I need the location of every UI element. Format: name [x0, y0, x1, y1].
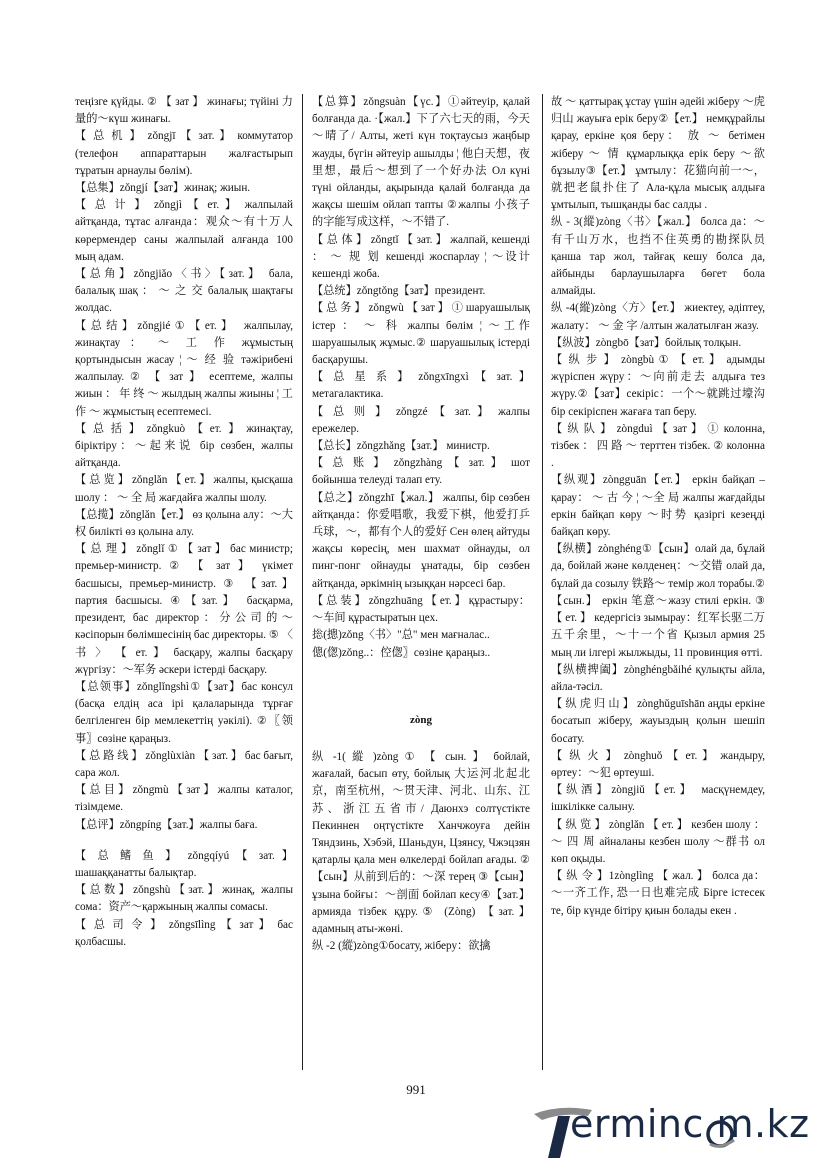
entry: 【纵酒】zòngjiǔ【ет.】 масқүнемдеу, ішкілікке салыну.	[551, 784, 765, 814]
entry: 【 纵 览 】 zònglǎn 【 ет. 】 кезбен шолу ： ～ 四 周 айналаны кезбен шолу ～群书 ол көп оқыды.	[551, 818, 765, 865]
entry: 【总揽】zǒnglǎn【ет.】 өз қолына алу：～大权 билікті өз қолына алу.	[75, 508, 293, 539]
entry: 【总目】zǒngmù【зат】жалпы каталог, тізімдеме.	[75, 784, 293, 814]
entry: 【 总 星 系 】 zǒngxīngxì 【 зат. 】 метагалактика.	[312, 371, 530, 401]
entry: 【 纵 队 】 zòngduì 【 зат 】 ① колонна, тізбек ： 四 路 ～ терттен тізбек. ② колонна .	[551, 422, 765, 470]
logo-text: erminc m.kz	[570, 1102, 810, 1146]
entry: 捴(摠)zǒng〈书〉"总" мен мағналас..	[312, 629, 490, 642]
entry: 【 总 装 】 zǒngzhuāng 【 ет. 】 құрастыру：～车间 құрастыратын цех.	[312, 594, 530, 625]
entry: 【 总 览 】 zǒnglǎn 【 ет. 】 жалпы, қысқаша шолу ： ～ 全 局 жағдайға жалпы шолу.	[75, 474, 293, 504]
site-logo	[530, 1100, 815, 1160]
entry: 【纵横捭阖】zònghéngbǎihé қулықты айла, айла-тәсіл.	[551, 663, 765, 693]
entry: 【纵横】zònghéng①【сын】олай да, бұлай да, бойлай және көлденең：～交错 олай да, бұлай да созылу 铁路～ темір жол торабы.②【сын.】 еркін 笔意～жазу стилі еркін. ③ 【 ет. 】 кедергісіз зымырау：红军长驱二万五千余里，～十一个省 Қызыл армия 25 мың ли ілгері жылжыды, 11 провинция өтті.	[551, 543, 765, 659]
entry: 【总算】zǒngsuàn【үс.】①әйтеуір, қалай болғанда да. ·【жал.】下了六七天的雨，今天～晴了/ Алты, жеті күн тоқтаусыз жаңбыр жауды, бүгін әйтеуір ашылды ¦ 他白天想，夜里想，最后～想到了一个好办法 Ол күні түні ойланды, ақырында қалай болғанда да жақсы шешім ойлап тапты ②жалпы 小孩子的字能写成这样，～不错了.	[312, 96, 530, 229]
entry: 故 ～ қаттырақ ұстау үшін әдейі жіберу ～虎归山 жауығa ерік беру②【ет.】 немқұрайлы қарау, еркіне қоя беру： 放 ～ бетімен жіберу ～ 情 құмарлыққа ерік беру ～欲 бұзылу③【ет.】 ұмтылу：花猫向前一～，就把老鼠扑住了 Ала-құла мысық алдыға ұмтылып, тышқанды бас салды .	[551, 96, 765, 212]
entry: 傯(偬)zǒng..：倥偬〗сөзіне қараңыз..	[312, 646, 491, 659]
entry: 纵 -4(縱)zòng〈方〉【ет.】 жиектеу, әдіптеу, жалату： ～ 金 字 /алтын жалатылған жазу.	[551, 302, 765, 332]
entry: 【总括】zǒngkuò【ет.】жинақтау, біріктіру：～起来说 бір сөзбен, жалпы айтқанда.	[75, 422, 293, 470]
entry: 【总之】zǒngzhī【жал.】 жалпы, бір сөзбен айтқанда：你爱唱歌，我爱下棋，他爱打乒乓球，～，都有个人的爱好 Сен өлең айтуды жақсы көресің, мен шахмат ойнауды, ол пинг-понг ойнауды ұнатады, бір сөзбен айтқанда, әркімнің ызыққан нәрсесі бар.	[312, 491, 530, 590]
entry: 【 总 务 】 zǒngwù 【 зат 】 ① шаруашылық істер ： ～ 科 жалпы бөлім ¦ ～工作 шаруашылық жұмыс.② шаруашылық істерді басқарушы.	[312, 302, 530, 367]
entry: 纵 -1( 縱 )zòng ① 【 сын. 】 бойлай, жағалай, басып өту, бойлық 大运河北起北京，南至杭州，～贯天津、河北、山东、江苏、浙江五省市/ Даюнхэ солтүстіктe Пекиннен оңтүстікте Ханчжоуға дейін Тяндзинь, Хэбэй, Шаньдун, Цзянсу, Чжэцзян қатарлы қала мен өлкелерді бойлап ағады. ②【сын】从前到后的：～深 терең ③【сын】ұзына бойғы：～剖面 бойлап кесу④【зат.】 армияда тізбек құру.⑤ (Zòng) 【зат.】 адамның аты-жөні.	[312, 750, 530, 935]
entry: 【 总 司 令 】 zǒngsīlìng 【 зат 】 бас қолбасшы.	[75, 918, 293, 948]
entry: 【 总 则 】 zǒngzé 【 зат. 】 жалпы ережелер.	[312, 405, 530, 435]
entry: теңізге қүйды. ② 【 зат 】 жинағы; түйіні 力量的～күш жинағы.	[75, 96, 293, 126]
entry: 【 纵 令 】1zònglìng 【 жал. 】 болса да：～一齐工作, 恐一日也难完成 Бірге істесек те, бір күнде бітіру қиын болады екен .	[551, 870, 765, 917]
entry: 【总集】zǒngjí【зат】жинақ; жиын.	[75, 182, 251, 195]
entry: 【总领事】zǒnglǐngshì①【зат】бас консул (басқа елдің аса ірі қалаларында тұрғағ белгіленген бір мемлекеттің уәкілі). ②〖领事〗сөзіне қараңыз.	[75, 680, 293, 745]
entry: 【 纵 火 】 zònghuǒ 【 ет. 】 жандыру, өртеу：～犯 өртеуші.	[551, 749, 765, 779]
column-divider	[542, 94, 543, 1070]
entry: 【纵观】zòngguān【ет.】 еркін байқап – қарау： ～ 古 今 ¦ ～全 局 жалпы жағдайды еркін байқап көру ～时势 қазіргі кезеңді байқап көру.	[551, 474, 765, 539]
entry: 【 总 计 】 zǒngjì 【 ет. 】 жалпылай айтқанда, тұтас алғанда：观众～有十万人 көрермендер саны жалпылай алғанда 100 мың адам.	[75, 199, 293, 263]
entry: 【 总 体 】 zǒngtǐ 【 зат. 】 жалпай, кешенді ： ～ 规 划 кешенді жоспарлау ¦ ～设计 кешенді жоба.	[312, 233, 530, 281]
section-heading: zòng	[410, 713, 432, 726]
entry: 【 总 账 】 zǒngzhàng 【 зат. 】 шот бойынша телеуді талап ету.	[312, 457, 530, 487]
entry-spacer	[75, 834, 293, 848]
entry: 【 纵 步 】 zòngbù ① 【 ет. 】 адымды жүріспен жүру：～向前走去 алдыға тез жүру.②【зат】секіріс：一个～就跳过壕沟 бір секіріспен жағаға тап беру.	[551, 354, 765, 418]
entry: 【总角】zǒngjiǎo〈书〉【зат.】 бала, балалық шақ ： ～ 之 交 балалық шақтағы жолдас.	[75, 268, 293, 315]
entry: 【纵波】zòngbō【зат】бойлық толқын.	[551, 336, 742, 349]
entry: 【总数】zǒngshù【зат.】жинақ, жалпы сома：资产～қаржының жалпы сомасы.	[75, 884, 293, 914]
entry: 纵 -2 (縱)zòng①босату, жіберу：欲擒	[312, 940, 491, 953]
entry: 【 总 路 线 】 zǒnglùxiàn 【 зат. 】 бас бағыт, сара жол.	[75, 749, 293, 779]
column-right	[551, 94, 765, 920]
entry: 【 总 机 】 zǒngjī 【 зат. 】 коммутатор (телефон аппараттарын жалғастырып тұратын арнаулы бөлім).	[75, 130, 293, 177]
entry: 【总长】zǒngzhǎng【зат.】 министр.	[312, 440, 490, 453]
entry: 【 纵 虎 归 山 】 zònghǔguīshān аңды еркіне босатып жіберу, жауыздың қолын шешіп босату.	[551, 698, 765, 745]
entry: 【总结】zǒngjié①【ет.】 жалпылау, жинақтау ： ～ 工 作 жұмыстың қортындысын жасау ¦ ～ 经 验 тәжірибені жалпылау. ② 【 зат 】 есептеме, жалпы жиын ： 年 终 ～ жылдың жалпы жиыны ¦ 工 作 ～ жұмыстың есептемесі.	[75, 319, 293, 418]
column-left	[75, 94, 293, 951]
entry: 【总评】zǒngpíng【зат.】жалпы баға.	[75, 818, 258, 831]
entry: 纵 - 3(縱)zòng〈书〉【жал.】 болса да：～有千山万水，也挡不住英勇的勘探队员 қанша тар жол, тайғақ кешу болса да, айбынды барлаушыларға бөгет бола алмайды.	[551, 216, 765, 298]
entry: 【总统】zǒngtǒng【зат】президент.	[312, 285, 486, 298]
entry: 【 总 理 】 zǒnglǐ ① 【 зат 】 бас министр; премьер-министр. ② 【 зат 】 үкімет басшысы, премьер-министр. ③ 【зат.】 партия басшысы. ④【зат.】 басқарма, президент, бас директор：分公司的～кәсіпорын бөлімшесінің бас директоры. ⑤ 〈 书 〉 【 ет. 】 басқару, жалпы басқару жүргізу：～军务 әскери істерді басқару.	[75, 543, 293, 676]
column-middle	[312, 94, 530, 955]
column-divider	[302, 94, 303, 1070]
entry: 【 总 鳍 鱼 】 zǒngqíyú 【 зат. 】 шашаққанатты балықтар.	[75, 849, 293, 879]
page-number: 991	[406, 1082, 426, 1097]
